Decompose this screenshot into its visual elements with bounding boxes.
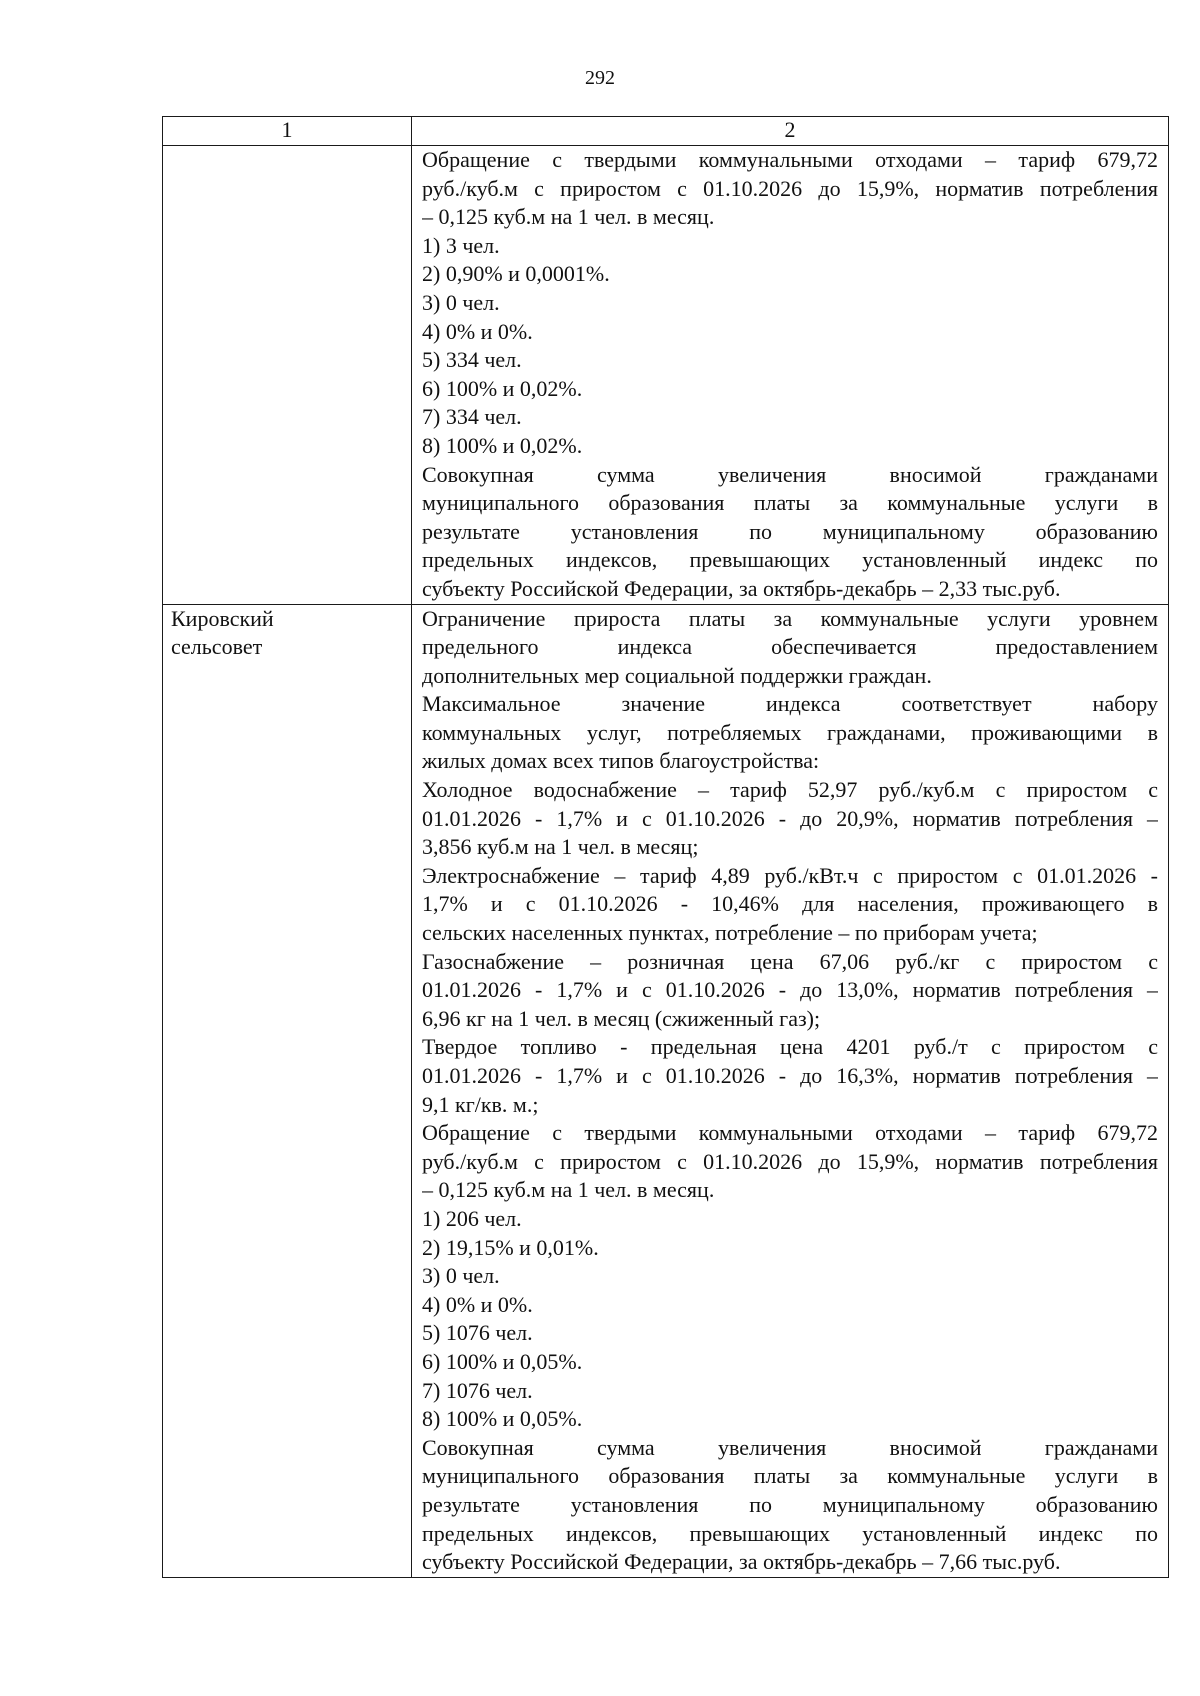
description-line: дополнительных мер социальной поддержки граждан. xyxy=(422,662,932,688)
description-cell xyxy=(412,146,1169,605)
description-line: муниципального образования платы за коммунальные услуги в xyxy=(422,490,1158,516)
page-number: 292 xyxy=(585,67,615,89)
description-line: 2) 0,90% и 0,0001%. xyxy=(422,261,610,287)
description-line: результате установления по муниципальному образованию xyxy=(422,1491,1158,1517)
description-line: 8) 100% и 0,05%. xyxy=(422,1406,583,1432)
description-line: 2) 19,15% и 0,01%. xyxy=(422,1234,599,1260)
description-line: 5) 334 чел. xyxy=(422,347,522,373)
table-header-row xyxy=(163,117,1169,146)
description-line: Обращение с твердыми коммунальными отходами – тариф 679,72 xyxy=(422,147,1158,172)
description-line: 01.01.2026 - 1,7% и с 01.10.2026 - до 16,3%, норматив потребления – xyxy=(422,1063,1158,1088)
description-line: руб./куб.м с приростом с 01.10.2026 до 15,9%, норматив потребления xyxy=(422,1148,1158,1174)
description-line: 1) 3 чел. xyxy=(422,232,500,258)
description-line: 6) 100% и 0,02%. xyxy=(422,375,583,401)
description-cell xyxy=(412,604,1169,1577)
description-line: Газоснабжение – розничная цена 67,06 руб./кг с приростом с xyxy=(422,948,1158,974)
description-line: 6) 100% и 0,05%. xyxy=(422,1348,583,1374)
description-line: результате установления по муниципальному образованию xyxy=(422,518,1158,544)
description-line: руб./куб.м с приростом с 01.10.2026 до 15,9%, норматив потребления xyxy=(422,175,1158,201)
table-row xyxy=(163,604,1169,1577)
description-line: 01.01.2026 - 1,7% и с 01.10.2026 - до 20,9%, норматив потребления – xyxy=(422,805,1158,831)
description-line: 1,7% и с 01.10.2026 - 10,46% для населения, проживающего в xyxy=(422,891,1158,917)
description-line: жилых домах всех типов благоустройства: xyxy=(422,748,820,774)
description-line: 01.01.2026 - 1,7% и с 01.10.2026 - до 13,0%, норматив потребления – xyxy=(422,977,1158,1003)
description-line: 9,1 кг/кв. м.; xyxy=(422,1091,539,1117)
municipality-cell xyxy=(163,146,412,605)
description-line: 4) 0% и 0%. xyxy=(422,1291,533,1317)
description-line: Совокупная сумма увеличения вносимой гражданами xyxy=(422,461,1158,487)
description-line: субъекту Российской Федерации, за октябрь-декабрь – 7,66 тыс.руб. xyxy=(422,1549,1061,1575)
description-line: 5) 1076 чел. xyxy=(422,1320,533,1346)
description-line: 3) 0 чел. xyxy=(422,1263,500,1289)
column-header-2: 2 xyxy=(412,117,1169,146)
description-line: 8) 100% и 0,02%. xyxy=(422,432,583,458)
description-line: 3,856 куб.м на 1 чел. в месяц; xyxy=(422,834,699,860)
tariff-table xyxy=(162,116,1169,1578)
table-body xyxy=(163,117,1169,1578)
municipality-cell xyxy=(163,604,412,1577)
description-line: муниципального образования платы за коммунальные услуги в xyxy=(422,1463,1158,1489)
description-line: 1) 206 чел. xyxy=(422,1205,522,1231)
description-line: Максимальное значение индекса соответствует набору xyxy=(422,691,1158,717)
description-line: субъекту Российской Федерации, за октябрь-декабрь – 2,33 тыс.руб. xyxy=(422,575,1061,601)
description-line: Обращение с твердыми коммунальными отходами – тариф 679,72 xyxy=(422,1120,1158,1146)
municipality-name-line: сельсовет xyxy=(171,634,263,660)
municipality-name-line: Кировский xyxy=(171,605,274,631)
description-line: 7) 334 чел. xyxy=(422,404,522,430)
description-line: коммунальных услуг, потребляемых гражданами, проживающими в xyxy=(422,719,1158,745)
description-line: Электроснабжение – тариф 4,89 руб./кВт.ч с приростом с 01.01.2026 - xyxy=(422,862,1158,888)
description-line: – 0,125 куб.м на 1 чел. в месяц. xyxy=(422,204,715,230)
description-line: Холодное водоснабжение – тариф 52,97 руб./куб.м с приростом с xyxy=(422,777,1158,803)
description-line: Ограничение прироста платы за коммунальные услуги уровнем xyxy=(422,605,1158,631)
description-line: сельских населенных пунктах, потребление – по приборам учета; xyxy=(422,920,1038,946)
description-line: Совокупная сумма увеличения вносимой гражданами xyxy=(422,1434,1158,1460)
description-line: 3) 0 чел. xyxy=(422,289,500,315)
description-line: 6,96 кг на 1 чел. в месяц (сжиженный газ); xyxy=(422,1005,821,1031)
column-header-1: 1 xyxy=(163,117,412,146)
description-line: – 0,125 куб.м на 1 чел. в месяц. xyxy=(422,1177,715,1203)
description-line: предельного индекса обеспечивается предоставлением xyxy=(422,634,1158,660)
description-line: предельных индексов, превышающих установленный индекс по xyxy=(422,547,1158,573)
description-line: 4) 0% и 0%. xyxy=(422,318,533,344)
table-row xyxy=(163,146,1169,605)
description-line: 7) 1076 чел. xyxy=(422,1377,533,1403)
description-line: Твердое топливо - предельная цена 4201 руб./т с приростом с xyxy=(422,1034,1158,1060)
description-line: предельных индексов, превышающих установленный индекс по xyxy=(422,1520,1158,1546)
